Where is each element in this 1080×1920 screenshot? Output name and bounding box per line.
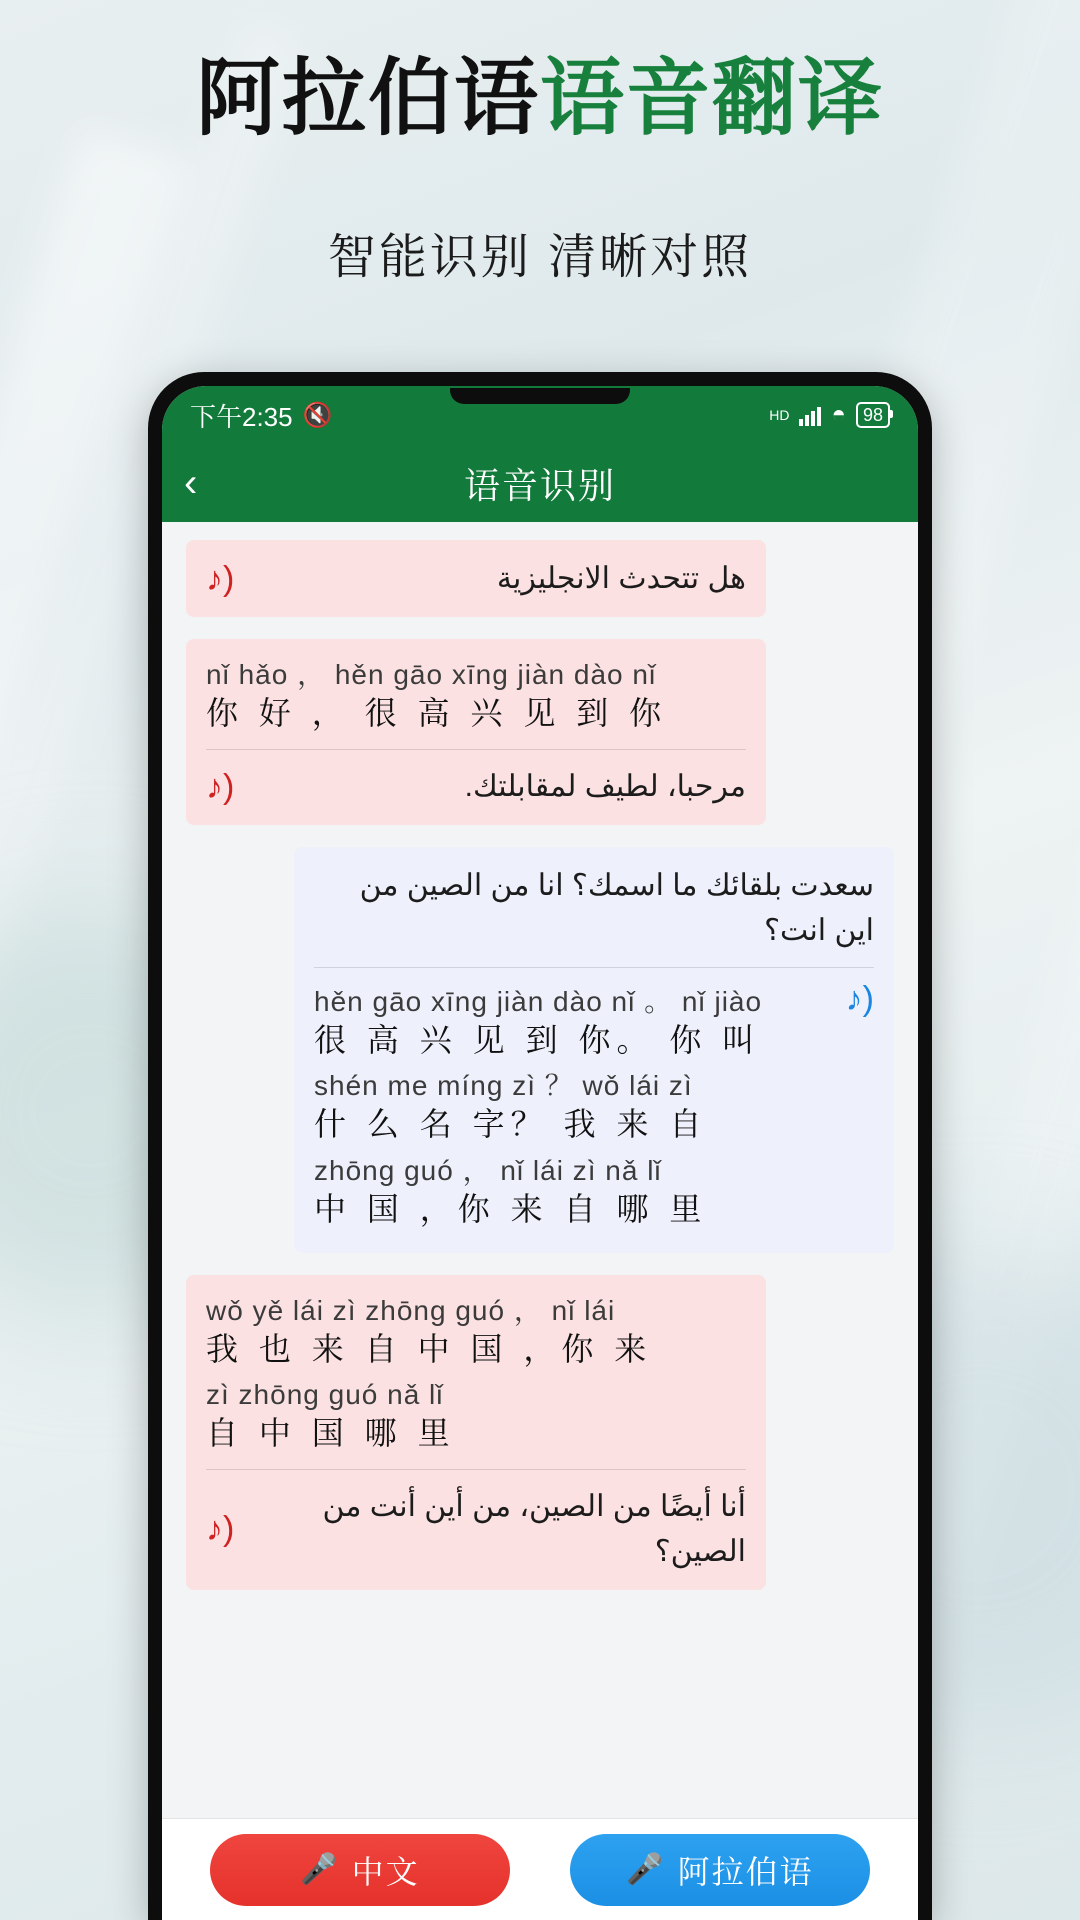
chinese-line [314,1153,836,1231]
arabic-text: أنا أيضًا من الصين، من أين أنت من الصين؟ [322,1490,746,1569]
record-chinese-label: 中文 [351,1853,420,1890]
hanzi-text: 我 也 来 自 中 国 ，你 来 [206,1330,653,1367]
record-arabic-label: 阿拉伯语 [677,1853,814,1890]
microphone-icon: 🎤 [626,1853,666,1886]
chinese-line [314,1068,836,1146]
arabic-text: هل تتحدث الانجليزية [496,562,746,595]
pinyin-text: shén me míng zì ？ wǒ lái zì [314,1070,693,1102]
app-bar [162,444,918,522]
chat-bubble[interactable] [186,540,766,617]
chinese-line [314,984,836,1062]
pinyin-text: nǐ hǎo ， hěn gāo xīng jiàn dào nǐ [206,659,657,690]
chat-bubble[interactable] [186,1275,766,1590]
hanzi-text: 你 好 ， 很 高 兴 见 到 你 [206,695,668,731]
bottom-action-bar [162,1818,918,1920]
pinyin-text: hěn gāo xīng jiàn dào nǐ 。 nǐ jiào [314,986,763,1018]
bubble-divider [314,967,874,968]
bubble-divider [206,1469,746,1470]
arabic-row [206,556,746,601]
speaker-icon[interactable]: ♪) [206,1510,235,1549]
arabic-text: مرحبا، لطيف لمقابلتك. [464,770,746,804]
arabic-row [206,764,746,809]
arabic-text: سعدت بلقائك ما اسمك؟ انا من الصين من اين انت؟ [359,869,874,948]
hanzi-text: 自 中 国 哪 里 [206,1414,456,1451]
speaker-icon[interactable]: ♪) [206,559,235,598]
hanzi-text: 中 国 ，你 来 自 哪 里 [314,1190,708,1227]
hanzi-text: 什 么 名 字？ 我 来 自 [314,1106,708,1143]
chinese-line [206,1293,746,1371]
chat-bubble[interactable] [186,639,766,825]
status-bar-left [190,397,333,434]
wifi-icon: ◓ [831,401,846,428]
pinyin-text: zì zhōng guó nǎ lǐ [206,1378,444,1410]
pinyin-text: wǒ yě lái zì zhōng guó ， nǐ lái [206,1294,616,1326]
chat-bubble[interactable] [294,847,894,1253]
phone-screen [162,386,918,1920]
headline-part-primary: 阿拉伯语 [195,51,540,145]
microphone-icon: 🎤 [300,1853,340,1886]
battery-indicator: 98 [856,402,890,428]
poster-headline [0,52,1080,144]
chinese-line [206,1377,746,1455]
phone-mockup [148,372,932,1920]
poster-subheadline: 智能识别 清晰对照 [327,231,753,284]
chinese-lines [314,982,836,1237]
record-chinese-button[interactable] [210,1834,510,1906]
chat-list[interactable] [162,522,918,1818]
hd-label: HD [769,407,790,423]
pinyin-text: zhōng guó ， nǐ lái zì nǎ lǐ [314,1154,662,1186]
hanzi-text: 很 高 兴 见 到 你。 你 叫 [314,1022,761,1059]
chinese-line [206,657,746,735]
status-bar-right [769,401,890,429]
bubble-divider [206,749,746,750]
chevron-left-icon[interactable]: ‹ [184,461,198,505]
page-title: 语音识别 [463,464,616,506]
arabic-row [206,1484,746,1574]
signal-bars-icon [799,404,821,426]
headline-part-accent: 语音翻译 [540,51,885,145]
chinese-block [314,982,874,1237]
speaker-icon[interactable]: ♪) [206,767,235,806]
mute-icon: 🔇 [302,401,333,429]
phone-notch [450,388,630,404]
speaker-icon[interactable]: ♪) [845,980,874,1019]
record-arabic-button[interactable] [570,1834,870,1906]
status-time: 下午2:35 [190,401,293,432]
